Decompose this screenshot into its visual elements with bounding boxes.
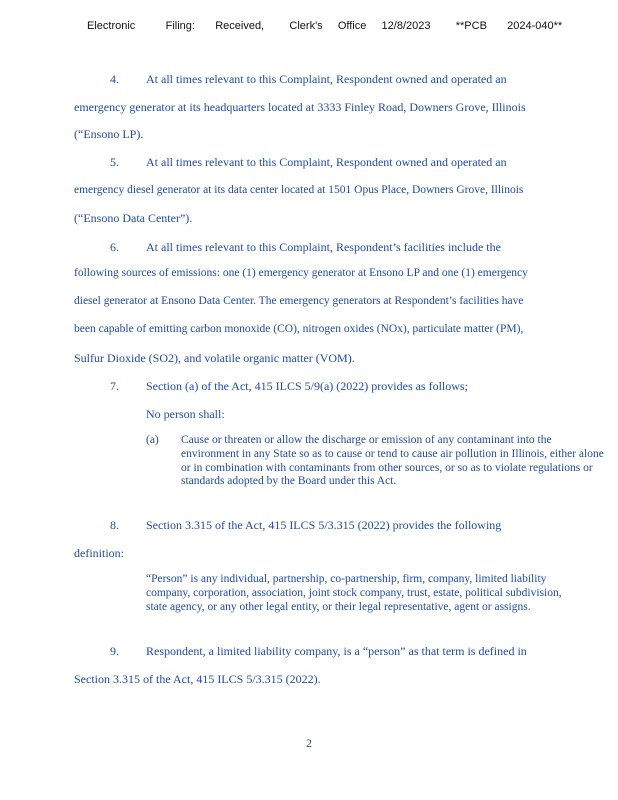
paragraph-7-item-label: (a) [146, 434, 159, 446]
paragraph-7-number: 7. [110, 379, 119, 393]
paragraph-6-number: 6. [110, 240, 119, 254]
paragraph-4-line-2: emergency generator at its headquarters located at 3333 Finley Road, Downers Grove, Illinois [74, 100, 526, 114]
filing-header: Electronic Filing: Received, Clerk's Office 12/8/2023 **PCB 2024-040** [87, 20, 563, 32]
paragraph-4-number: 4. [110, 72, 119, 86]
paragraph-5-line-2: emergency diesel generator at its data center located at 1501 Opus Place, Downers Grove, Illinois [74, 184, 524, 196]
paragraph-6-line-1: At all times relevant to this Complaint, Respondent’s facilities include the [146, 240, 501, 254]
paragraph-5-line-3: (“Ensono Data Center”). [74, 211, 193, 225]
paragraph-6-line-4: been capable of emitting carbon monoxide (CO), nitrogen oxides (NOx), particulate matter (PM), [74, 323, 524, 335]
paragraph-6-line-3: diesel generator at Ensono Data Center. The emergency generators at Respondent’s facilities have [74, 295, 524, 307]
paragraph-7-line-1: Section (a) of the Act, 415 ILCS 5/9(a) (2022) provides as follows; [146, 379, 468, 393]
paragraph-4-line-1: At all times relevant to this Complaint, Respondent owned and operated an [146, 72, 507, 86]
paragraph-8-number: 8. [110, 518, 119, 532]
paragraph-4-line-3: (“Ensono LP). [74, 127, 144, 141]
paragraph-8-line-2: definition: [74, 546, 124, 560]
paragraph-9-line-2: Section 3.315 of the Act, 415 ILCS 5/3.315 (2022). [74, 672, 321, 686]
paragraph-7-item-text: Cause or threaten or allow the discharge or emission of any contaminant into the environment in any State so as to cause or tend to cause air pollution in Illinois, either alone or in combination with contaminants from other sources, or so as to violate regulations or standards adopted by the Board under this Act. [181, 434, 604, 488]
paragraph-9-line-1: Respondent, a limited liability company, is a “person” as that term is defined in [146, 644, 527, 658]
paragraph-5-number: 5. [110, 155, 119, 169]
paragraph-7-line-2: No person shall: [146, 407, 225, 421]
paragraph-6-line-5: Sulfur Dioxide (SO2), and volatile organic matter (VOM). [74, 351, 355, 365]
person-definition-quote: “Person” is any individual, partnership, co-partnership, firm, company, limited liability company, corporation, association, joint stock company, trust, estate, political subdivision, state agency, or any other legal entity, or their legal representative, agent or assigns. [146, 573, 562, 613]
paragraph-6-line-2: following sources of emissions: one (1) emergency generator at Ensono LP and one (1) emergency [74, 267, 528, 279]
paragraph-5-line-1: At all times relevant to this Complaint, Respondent owned and operated an [146, 155, 507, 169]
page-number: 2 [306, 736, 312, 750]
paragraph-9-number: 9. [110, 644, 119, 658]
paragraph-8-line-1: Section 3.315 of the Act, 415 ILCS 5/3.315 (2022) provides the following [146, 518, 502, 532]
